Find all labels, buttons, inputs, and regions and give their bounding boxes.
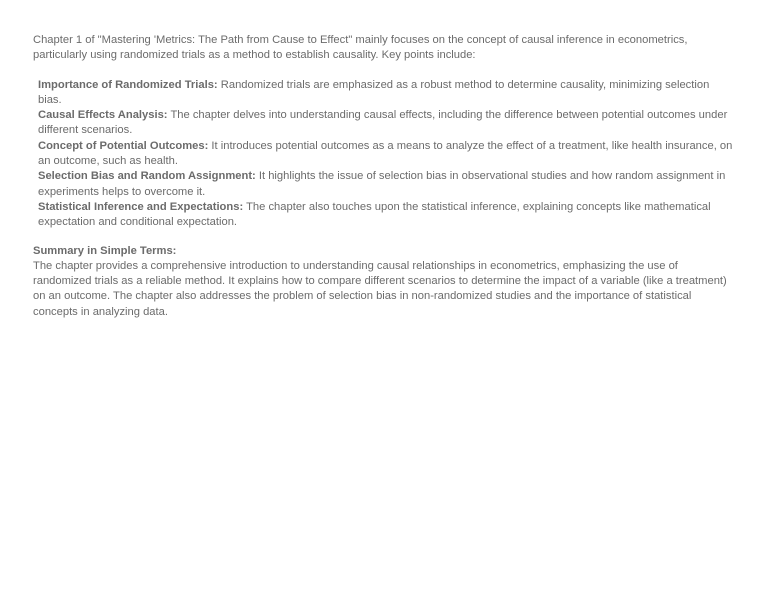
- key-point-text: It highlights the issue of selection bias in observational studies and how random assignment in experiments helps to overcome it.: [38, 170, 726, 198]
- key-point-item: [38, 200, 735, 231]
- document-content: [33, 33, 735, 320]
- intro-paragraph: Chapter 1 of "Mastering 'Metrics: The Path from Cause to Effect" mainly focuses on the concept of causal inference in econometrics, particularly using randomized trials as a method to establish causality. Key points include:: [33, 34, 688, 62]
- key-point-text: The chapter also touches upon the statistical inference, explaining concepts like mathematical expectation and conditional expectation.: [38, 200, 711, 229]
- key-points-list: [33, 78, 735, 231]
- key-point-item: [38, 169, 735, 200]
- key-point-item: [38, 108, 735, 139]
- key-point-text: The chapter delves into understanding causal effects, including the difference between potential outcomes under different scenarios.: [38, 109, 728, 137]
- key-point-text: Randomized trials are emphasized as a robust method to determine causality, minimizing selection bias.: [38, 78, 710, 106]
- summary-paragraph: The chapter provides a comprehensive introduction to understanding causal relationships in econometrics, emphasizing the use of randomized trials as a reliable method. It explains how to compare different scenarios to determine the impact of a variable (like a treatment) on an outcome. The chapter also addresses the problem of selection bias in non-randomized studies and the importance of statistical concepts in analyzing data.: [33, 259, 727, 318]
- key-point-term: Selection Bias and Random Assignment:: [38, 170, 256, 183]
- key-point-term: Concept of Potential Outcomes:: [38, 139, 209, 152]
- summary-heading: Summary in Simple Terms:: [33, 244, 177, 257]
- key-point-text: It introduces potential outcomes as a means to analyze the effect of a treatment, like health insurance, on an outcome, such as health.: [38, 139, 733, 168]
- key-point-term: Statistical Inference and Expectations:: [38, 200, 244, 213]
- key-point-term: Importance of Randomized Trials:: [38, 78, 218, 91]
- key-point-item: [38, 78, 735, 109]
- key-point-term: Causal Effects Analysis:: [38, 109, 168, 122]
- key-point-item: [38, 139, 735, 170]
